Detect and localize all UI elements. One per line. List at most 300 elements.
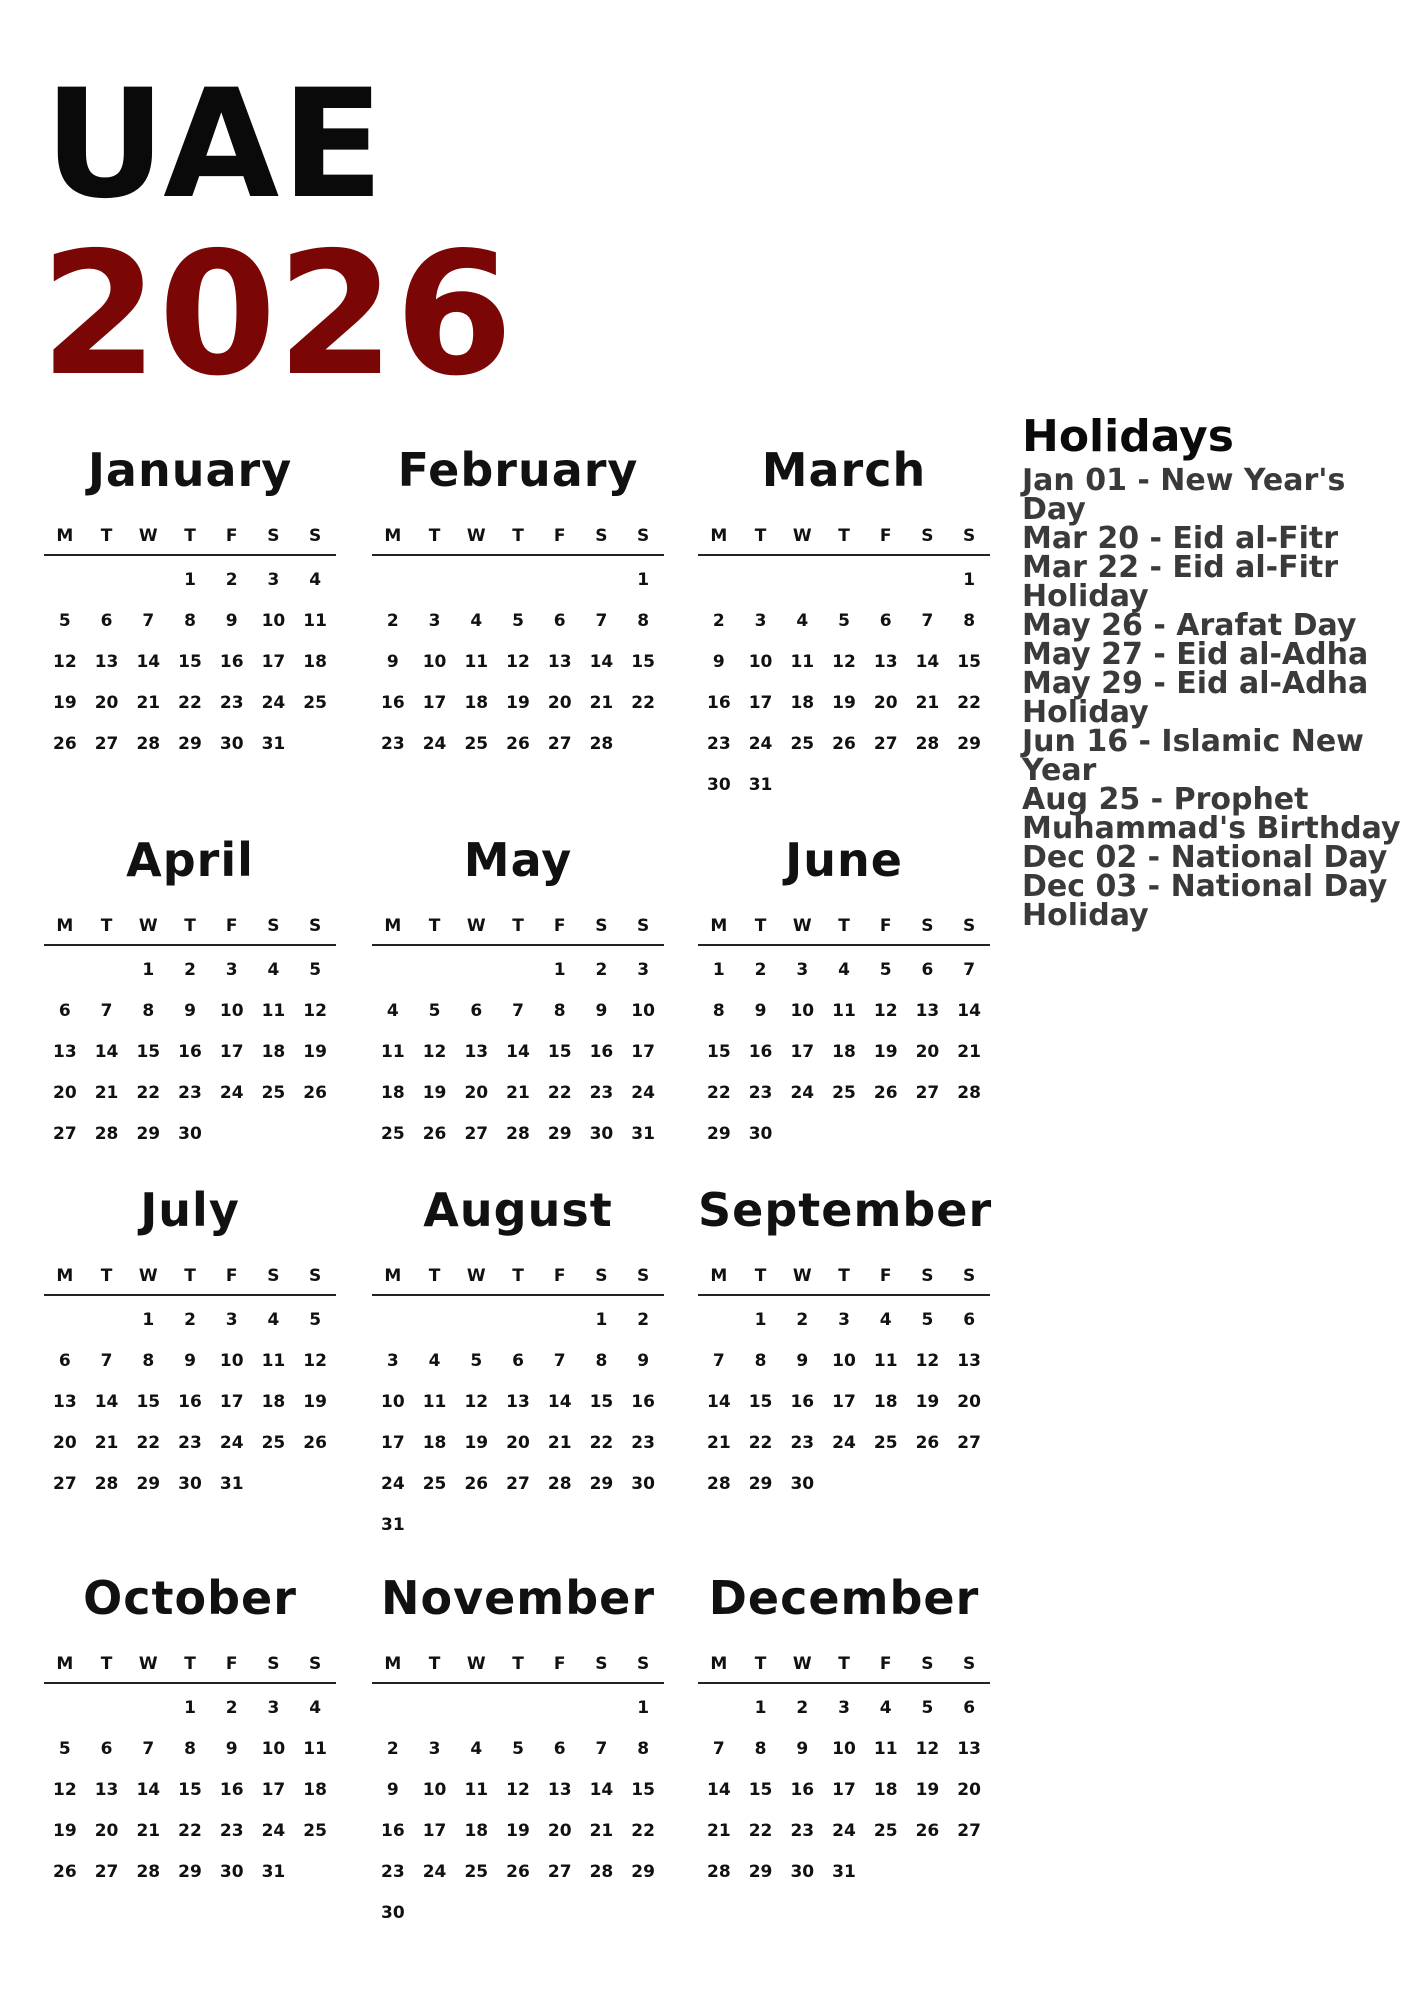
day-cell: 2 bbox=[754, 960, 767, 980]
day-cell: 27 bbox=[506, 1474, 530, 1494]
day-cell: 13 bbox=[957, 1351, 981, 1371]
day-cell: 2 bbox=[225, 1698, 238, 1718]
day-cell: 15 bbox=[178, 1780, 202, 1800]
day-cell: 22 bbox=[136, 1083, 161, 1103]
day-cell: 6 bbox=[58, 1351, 71, 1371]
weekday-label: W bbox=[138, 916, 158, 936]
day-empty bbox=[86, 1688, 128, 1729]
day-empty bbox=[44, 950, 86, 991]
day-cell: 1 bbox=[142, 1310, 155, 1330]
day-grid bbox=[44, 950, 336, 1155]
day-cell: 19 bbox=[53, 1821, 77, 1841]
day-cell: 26 bbox=[422, 1124, 447, 1144]
day-cell: 13 bbox=[53, 1042, 77, 1062]
day-grid bbox=[44, 1300, 336, 1505]
weekday-header bbox=[698, 910, 990, 946]
day-cell: 21 bbox=[547, 1433, 572, 1453]
day-empty bbox=[539, 1688, 581, 1729]
day-cell: 23 bbox=[589, 1083, 614, 1103]
day-cell: 14 bbox=[707, 1780, 731, 1800]
weekday-label: F bbox=[553, 1654, 566, 1674]
day-cell: 18 bbox=[464, 693, 489, 713]
day-cell: 16 bbox=[219, 1780, 244, 1800]
day-cell: 30 bbox=[790, 1474, 815, 1494]
day-cell: 1 bbox=[754, 1310, 767, 1330]
day-cell: 25 bbox=[464, 734, 489, 754]
day-cell: 8 bbox=[712, 1001, 725, 1021]
weekday-label: T bbox=[754, 1654, 767, 1674]
day-cell: 24 bbox=[219, 1083, 244, 1103]
day-cell: 1 bbox=[712, 960, 725, 980]
weekday-label: S bbox=[267, 526, 280, 546]
day-cell: 15 bbox=[707, 1042, 731, 1062]
weekday-label: S bbox=[309, 916, 322, 936]
day-cell: 2 bbox=[386, 611, 399, 631]
day-cell: 5 bbox=[921, 1310, 934, 1330]
day-cell: 10 bbox=[261, 611, 286, 631]
day-cell: 17 bbox=[219, 1392, 244, 1412]
day-cell: 1 bbox=[637, 570, 650, 590]
day-cell: 21 bbox=[136, 693, 161, 713]
weekday-header bbox=[372, 1648, 664, 1684]
day-cell: 17 bbox=[832, 1392, 856, 1412]
day-cell: 9 bbox=[184, 1001, 196, 1021]
day-cell: 8 bbox=[595, 1351, 608, 1371]
weekday-label: T bbox=[754, 1266, 767, 1286]
day-cell: 21 bbox=[707, 1821, 731, 1841]
day-cell: 2 bbox=[712, 611, 725, 631]
weekday-label: S bbox=[963, 916, 976, 936]
day-cell: 4 bbox=[309, 1698, 322, 1718]
day-cell: 8 bbox=[637, 1739, 650, 1759]
month-october bbox=[44, 1568, 336, 1893]
day-cell: 23 bbox=[219, 693, 244, 713]
month-name: September bbox=[698, 1183, 993, 1237]
day-cell: 3 bbox=[225, 960, 238, 980]
weekday-label: W bbox=[792, 1266, 812, 1286]
day-cell: 15 bbox=[631, 652, 655, 672]
day-empty bbox=[539, 560, 581, 601]
day-cell: 4 bbox=[796, 611, 809, 631]
day-cell: 22 bbox=[178, 693, 202, 713]
weekday-header bbox=[44, 910, 336, 946]
day-cell: 3 bbox=[796, 960, 809, 980]
day-cell: 18 bbox=[261, 1042, 286, 1062]
day-empty bbox=[497, 1300, 539, 1341]
day-empty bbox=[455, 560, 497, 601]
day-cell: 17 bbox=[748, 693, 773, 713]
day-cell: 23 bbox=[178, 1433, 202, 1453]
day-cell: 29 bbox=[178, 734, 202, 754]
day-cell: 24 bbox=[748, 734, 773, 754]
month-january bbox=[44, 440, 336, 765]
day-cell: 8 bbox=[142, 1001, 155, 1021]
day-cell: 12 bbox=[873, 1001, 898, 1021]
day-cell: 30 bbox=[178, 1124, 202, 1144]
day-cell: 13 bbox=[915, 1001, 940, 1021]
day-empty bbox=[781, 560, 823, 601]
day-cell: 12 bbox=[915, 1351, 940, 1371]
day-cell: 20 bbox=[547, 1821, 572, 1841]
day-cell: 21 bbox=[94, 1083, 119, 1103]
day-cell: 28 bbox=[915, 734, 940, 754]
holiday-item: May 27 - Eid al-Adha bbox=[1022, 637, 1369, 672]
day-cell: 4 bbox=[879, 1310, 892, 1330]
day-cell: 21 bbox=[589, 693, 614, 713]
day-cell: 6 bbox=[963, 1698, 976, 1718]
day-cell: 11 bbox=[303, 611, 327, 631]
day-cell: 1 bbox=[963, 570, 976, 590]
day-cell: 15 bbox=[136, 1042, 161, 1062]
day-cell: 25 bbox=[873, 1433, 898, 1453]
day-cell: 22 bbox=[748, 1433, 773, 1453]
day-cell: 26 bbox=[53, 734, 77, 754]
day-grid bbox=[44, 1688, 336, 1893]
weekday-label: W bbox=[466, 1266, 486, 1286]
day-cell: 6 bbox=[963, 1310, 976, 1330]
day-cell: 17 bbox=[422, 1821, 447, 1841]
day-cell: 19 bbox=[832, 693, 856, 713]
day-cell: 5 bbox=[58, 611, 71, 631]
weekday-label: S bbox=[309, 526, 322, 546]
day-cell: 2 bbox=[595, 960, 608, 980]
holiday-item: Jan 01 - New Year's Day bbox=[1022, 463, 1346, 527]
month-july bbox=[44, 1180, 336, 1505]
day-grid bbox=[698, 1300, 990, 1505]
day-empty bbox=[86, 1300, 128, 1341]
day-empty bbox=[414, 950, 456, 991]
day-cell: 24 bbox=[261, 693, 286, 713]
day-cell: 28 bbox=[589, 1862, 614, 1882]
day-cell: 22 bbox=[631, 693, 655, 713]
day-cell: 18 bbox=[261, 1392, 286, 1412]
day-cell: 12 bbox=[915, 1739, 940, 1759]
holiday-item: Mar 20 - Eid al-Fitr bbox=[1022, 521, 1339, 556]
day-cell: 4 bbox=[309, 570, 322, 590]
month-february bbox=[372, 440, 664, 765]
day-cell: 3 bbox=[267, 1698, 280, 1718]
day-cell: 26 bbox=[303, 1083, 327, 1103]
day-cell: 17 bbox=[261, 652, 286, 672]
weekday-label: M bbox=[710, 916, 728, 936]
month-august bbox=[372, 1180, 664, 1546]
day-cell: 27 bbox=[53, 1474, 77, 1494]
weekday-label: M bbox=[384, 1266, 402, 1286]
day-cell: 22 bbox=[748, 1821, 773, 1841]
day-cell: 29 bbox=[748, 1862, 773, 1882]
day-cell: 10 bbox=[832, 1351, 856, 1371]
weekday-label: M bbox=[384, 526, 402, 546]
day-cell: 15 bbox=[589, 1392, 614, 1412]
day-cell: 1 bbox=[184, 1698, 196, 1718]
day-cell: 25 bbox=[464, 1862, 489, 1882]
weekday-label: M bbox=[56, 526, 74, 546]
day-cell: 29 bbox=[136, 1474, 161, 1494]
day-cell: 21 bbox=[589, 1821, 614, 1841]
day-cell: 28 bbox=[589, 734, 614, 754]
weekday-label: S bbox=[595, 526, 608, 546]
day-cell: 24 bbox=[422, 1862, 447, 1882]
day-cell: 3 bbox=[428, 611, 441, 631]
day-cell: 14 bbox=[589, 1780, 614, 1800]
day-cell: 4 bbox=[879, 1698, 892, 1718]
weekday-header bbox=[372, 520, 664, 556]
weekday-label: F bbox=[553, 916, 566, 936]
weekday-label: F bbox=[553, 526, 566, 546]
day-cell: 5 bbox=[512, 1739, 524, 1759]
day-cell: 9 bbox=[796, 1739, 809, 1759]
day-cell: 4 bbox=[267, 960, 280, 980]
weekday-label: S bbox=[921, 916, 934, 936]
weekday-label: S bbox=[921, 1654, 934, 1674]
day-cell: 29 bbox=[631, 1862, 655, 1882]
day-cell: 30 bbox=[631, 1474, 655, 1494]
day-cell: 4 bbox=[838, 960, 850, 980]
weekday-label: T bbox=[100, 1266, 113, 1286]
day-cell: 14 bbox=[589, 652, 614, 672]
day-cell: 23 bbox=[748, 1083, 773, 1103]
day-cell: 27 bbox=[547, 734, 572, 754]
day-cell: 12 bbox=[303, 1001, 327, 1021]
day-cell: 16 bbox=[219, 652, 244, 672]
day-cell: 1 bbox=[184, 570, 196, 590]
day-cell: 10 bbox=[219, 1001, 244, 1021]
day-empty bbox=[740, 560, 782, 601]
weekday-label: T bbox=[100, 1654, 113, 1674]
day-cell: 26 bbox=[832, 734, 856, 754]
day-cell: 31 bbox=[261, 734, 286, 754]
weekday-label: M bbox=[710, 526, 728, 546]
day-cell: 22 bbox=[631, 1821, 655, 1841]
weekday-label: W bbox=[138, 1266, 158, 1286]
day-empty bbox=[86, 560, 128, 601]
day-cell: 20 bbox=[53, 1433, 77, 1453]
weekday-label: T bbox=[838, 916, 850, 936]
day-cell: 13 bbox=[506, 1392, 530, 1412]
month-name: March bbox=[761, 443, 927, 497]
weekday-label: W bbox=[138, 1654, 158, 1674]
day-cell: 7 bbox=[712, 1739, 725, 1759]
day-empty bbox=[44, 1300, 86, 1341]
weekday-label: T bbox=[512, 526, 524, 546]
day-cell: 2 bbox=[386, 1739, 399, 1759]
day-cell: 11 bbox=[261, 1001, 286, 1021]
day-cell: 7 bbox=[963, 960, 976, 980]
day-empty bbox=[497, 950, 539, 991]
day-cell: 9 bbox=[184, 1351, 196, 1371]
page-title-country: UAE bbox=[44, 58, 386, 232]
day-cell: 21 bbox=[136, 1821, 161, 1841]
day-cell: 12 bbox=[506, 1780, 530, 1800]
day-cell: 10 bbox=[381, 1392, 405, 1412]
weekday-label: S bbox=[267, 1654, 280, 1674]
weekday-label: F bbox=[879, 916, 892, 936]
day-cell: 18 bbox=[873, 1392, 898, 1412]
weekday-header bbox=[698, 1260, 990, 1296]
day-cell: 27 bbox=[547, 1862, 572, 1882]
day-empty bbox=[44, 560, 86, 601]
day-cell: 8 bbox=[184, 1739, 196, 1759]
day-cell: 29 bbox=[178, 1862, 202, 1882]
day-cell: 17 bbox=[422, 693, 447, 713]
day-cell: 10 bbox=[219, 1351, 244, 1371]
day-cell: 6 bbox=[879, 611, 892, 631]
weekday-label: W bbox=[792, 916, 812, 936]
day-cell: 24 bbox=[261, 1821, 286, 1841]
day-cell: 6 bbox=[470, 1001, 483, 1021]
day-cell: 21 bbox=[506, 1083, 530, 1103]
day-cell: 26 bbox=[873, 1083, 898, 1103]
day-cell: 25 bbox=[873, 1821, 898, 1841]
day-cell: 30 bbox=[748, 1124, 773, 1144]
weekday-label: S bbox=[637, 916, 650, 936]
day-cell: 25 bbox=[261, 1083, 286, 1103]
day-cell: 29 bbox=[589, 1474, 614, 1494]
day-cell: 11 bbox=[261, 1351, 286, 1371]
day-cell: 5 bbox=[428, 1001, 441, 1021]
day-cell: 28 bbox=[136, 734, 161, 754]
weekday-label: S bbox=[921, 1266, 934, 1286]
day-cell: 18 bbox=[303, 652, 327, 672]
weekday-label: T bbox=[428, 916, 441, 936]
day-cell: 3 bbox=[754, 611, 767, 631]
day-cell: 7 bbox=[512, 1001, 524, 1021]
day-cell: 17 bbox=[790, 1042, 815, 1062]
day-cell: 30 bbox=[381, 1903, 405, 1923]
holiday-item: Jun 16 - Islamic New Year bbox=[1022, 724, 1364, 788]
day-cell: 16 bbox=[381, 1821, 405, 1841]
day-grid bbox=[372, 560, 664, 765]
day-cell: 20 bbox=[53, 1083, 77, 1103]
day-cell: 16 bbox=[790, 1392, 815, 1412]
month-name: December bbox=[708, 1571, 980, 1625]
month-september bbox=[698, 1180, 993, 1505]
weekday-label: F bbox=[225, 1654, 238, 1674]
day-cell: 2 bbox=[796, 1310, 809, 1330]
day-cell: 12 bbox=[464, 1392, 489, 1412]
day-cell: 24 bbox=[381, 1474, 405, 1494]
day-cell: 28 bbox=[957, 1083, 981, 1103]
weekday-label: S bbox=[595, 1266, 608, 1286]
day-cell: 27 bbox=[957, 1433, 981, 1453]
day-cell: 8 bbox=[754, 1351, 767, 1371]
weekday-label: F bbox=[553, 1266, 566, 1286]
day-cell: 14 bbox=[547, 1392, 572, 1412]
day-cell: 2 bbox=[184, 960, 196, 980]
weekday-label: S bbox=[267, 1266, 280, 1286]
day-cell: 22 bbox=[589, 1433, 614, 1453]
day-cell: 7 bbox=[553, 1351, 566, 1371]
day-empty bbox=[86, 950, 128, 991]
day-cell: 16 bbox=[790, 1780, 815, 1800]
day-cell: 22 bbox=[547, 1083, 572, 1103]
weekday-label: S bbox=[309, 1654, 322, 1674]
day-cell: 5 bbox=[58, 1739, 71, 1759]
day-cell: 11 bbox=[873, 1739, 898, 1759]
day-cell: 18 bbox=[790, 693, 815, 713]
day-cell: 24 bbox=[219, 1433, 244, 1453]
day-cell: 24 bbox=[422, 734, 447, 754]
day-empty bbox=[372, 950, 414, 991]
day-cell: 1 bbox=[754, 1698, 767, 1718]
day-cell: 30 bbox=[707, 775, 731, 795]
day-cell: 24 bbox=[631, 1083, 655, 1103]
day-cell: 25 bbox=[790, 734, 815, 754]
weekday-label: S bbox=[595, 916, 608, 936]
weekday-label: S bbox=[637, 1654, 650, 1674]
weekday-label: F bbox=[879, 1266, 892, 1286]
day-cell: 6 bbox=[58, 1001, 71, 1021]
day-cell: 13 bbox=[94, 1780, 119, 1800]
weekday-label: T bbox=[428, 1266, 441, 1286]
weekday-header bbox=[698, 1648, 990, 1684]
day-cell: 6 bbox=[100, 611, 113, 631]
weekday-header bbox=[44, 520, 336, 556]
day-cell: 12 bbox=[832, 652, 856, 672]
day-empty bbox=[581, 1688, 623, 1729]
day-cell: 26 bbox=[464, 1474, 489, 1494]
day-cell: 22 bbox=[136, 1433, 161, 1453]
day-cell: 25 bbox=[303, 1821, 327, 1841]
weekday-label: F bbox=[225, 526, 238, 546]
weekday-label: W bbox=[792, 1654, 812, 1674]
day-cell: 19 bbox=[506, 693, 530, 713]
day-cell: 27 bbox=[53, 1124, 77, 1144]
weekday-label: T bbox=[754, 916, 767, 936]
month-november bbox=[372, 1568, 664, 1934]
day-empty bbox=[698, 1688, 740, 1729]
day-cell: 25 bbox=[303, 693, 327, 713]
day-cell: 30 bbox=[589, 1124, 614, 1144]
day-cell: 5 bbox=[470, 1351, 483, 1371]
day-cell: 9 bbox=[712, 652, 725, 672]
weekday-label: W bbox=[138, 526, 158, 546]
day-cell: 30 bbox=[219, 1862, 244, 1882]
day-cell: 23 bbox=[631, 1433, 655, 1453]
day-cell: 28 bbox=[94, 1474, 119, 1494]
day-cell: 20 bbox=[915, 1042, 940, 1062]
day-grid bbox=[698, 1688, 990, 1893]
day-empty bbox=[698, 560, 740, 601]
month-may bbox=[372, 830, 664, 1155]
day-cell: 3 bbox=[838, 1698, 850, 1718]
weekday-header bbox=[372, 910, 664, 946]
day-cell: 13 bbox=[53, 1392, 77, 1412]
weekday-label: T bbox=[100, 916, 113, 936]
day-cell: 4 bbox=[267, 1310, 280, 1330]
day-cell: 11 bbox=[464, 652, 489, 672]
day-cell: 8 bbox=[963, 611, 976, 631]
holiday-list bbox=[1022, 463, 1402, 933]
weekday-label: S bbox=[921, 526, 934, 546]
day-cell: 11 bbox=[464, 1780, 489, 1800]
day-cell: 22 bbox=[707, 1083, 731, 1103]
day-cell: 25 bbox=[261, 1433, 286, 1453]
day-cell: 11 bbox=[832, 1001, 856, 1021]
day-cell: 19 bbox=[422, 1083, 447, 1103]
day-empty bbox=[907, 560, 949, 601]
day-grid bbox=[698, 950, 990, 1155]
day-cell: 22 bbox=[178, 1821, 202, 1841]
day-cell: 7 bbox=[595, 1739, 608, 1759]
day-cell: 8 bbox=[637, 611, 650, 631]
weekday-label: F bbox=[225, 916, 238, 936]
day-cell: 14 bbox=[506, 1042, 530, 1062]
day-grid bbox=[372, 950, 664, 1155]
day-cell: 2 bbox=[637, 1310, 650, 1330]
day-cell: 29 bbox=[748, 1474, 773, 1494]
day-cell: 18 bbox=[873, 1780, 898, 1800]
